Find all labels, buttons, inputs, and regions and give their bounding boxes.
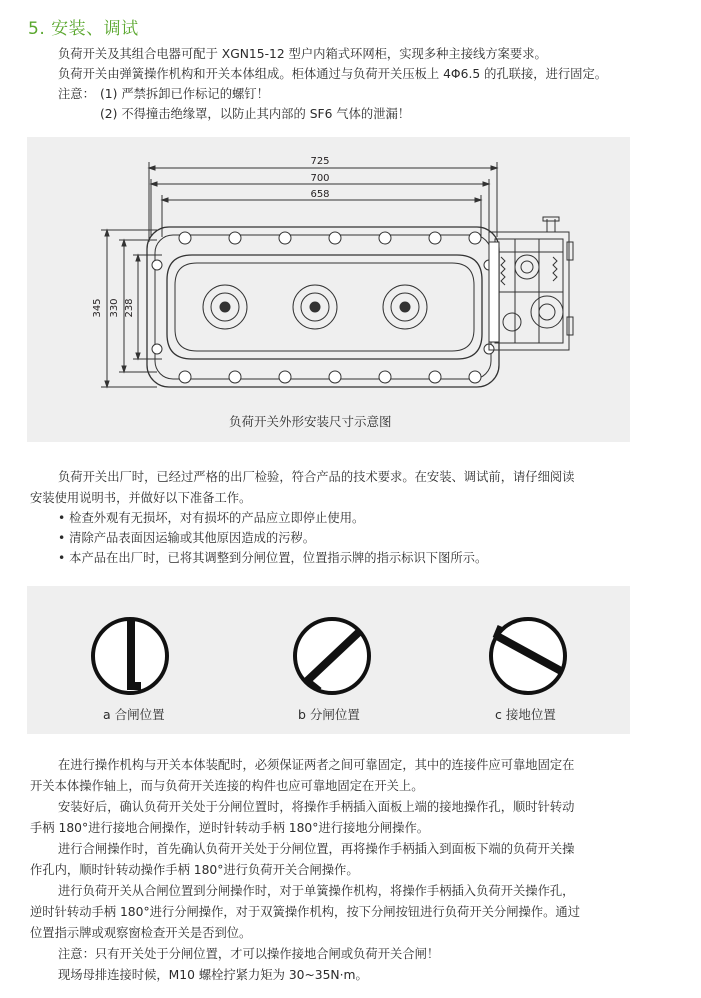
procedure-line-9: 位置指示牌或观察窗检查开关是否到位。 [30, 926, 252, 940]
procedure-line-7: 进行负荷开关从合闸位置到分闸操作时，对于单簧操作机构，将操作手柄插入负荷开关操作孔， [58, 884, 575, 898]
dim-330: 330 [109, 298, 120, 318]
procedure-line-6: 作孔内，顺时针转动操作手柄 180°进行负荷开关合闸操作。 [30, 863, 359, 877]
bullet-2: • 清除产品表面因运输或其他原因造成的污秽。 [58, 531, 316, 545]
bullet-1: • 检查外观有无损坏，对有损坏的产品应立即停止使用。 [58, 511, 365, 525]
closed-position-icon [93, 619, 167, 693]
note-label: 注意： [58, 87, 95, 101]
bullet-3: • 本产品在出厂时，已将其调整到分闸位置，位置指示牌的指示标识下图所示。 [58, 551, 488, 565]
label-open: b 分闸位置 [298, 707, 360, 722]
label-earthed: c 接地位置 [495, 707, 556, 722]
position-indicator-panel [27, 586, 630, 734]
procedure-line-2: 开关本体操作轴上，而与负荷开关连接的构件也应可靠地固定在开关上。 [30, 779, 424, 793]
dim-658: 658 [310, 189, 330, 200]
intro-line-2: 负荷开关由弹簧操作机构和开关本体组成。柜体通过与负荷开关压板上 4Φ6.5 的孔联接，进行固定。 [58, 67, 608, 81]
procedure-note: 注意：只有开关处于分闸位置，才可以操作接地合闸或负荷开关合闸！ [58, 947, 440, 961]
dim-700: 700 [310, 173, 330, 184]
switch-outline-drawing [27, 137, 630, 442]
earthed-position-icon [491, 619, 565, 693]
note-1: (1) 严禁拆卸已作标记的螺钉！ [100, 87, 269, 101]
dim-238: 238 [124, 298, 135, 318]
dim-345: 345 [92, 298, 103, 318]
procedure-torque: 现场母排连接时候，M10 螺栓拧紧力矩为 30~35N·m。 [58, 968, 368, 982]
section-title: 5. 安装、调试 [28, 19, 139, 39]
procedure-line-1: 在进行操作机构与开关本体装配时，必须保证两者之间可靠固定，其中的连接件应可靠地固定在 [58, 758, 575, 772]
label-closed: a 合闸位置 [103, 707, 165, 722]
procedure-line-3: 安装好后，确认负荷开关处于分闸位置时，将操作手柄插入面板上端的接地操作孔，顺时针转动 [58, 800, 575, 814]
intro-line-1: 负荷开关及其组合电器可配于 XGN15-12 型户内箱式环网柜，实现多种主接线方案要求。 [58, 47, 547, 61]
procedure-line-4: 手柄 180°进行接地合闸操作，逆时针转动手柄 180°进行接地分闸操作。 [30, 821, 430, 835]
middle-line-1: 负荷开关出厂时，已经过严格的出厂检验，符合产品的技术要求。在安装、调试前，请仔细阅读 [58, 470, 575, 484]
dim-725: 725 [310, 156, 330, 167]
note-2: (2) 不得撞击绝缘罩，以防止其内部的 SF6 气体的泄漏！ [100, 107, 411, 121]
dimension-figure-panel [27, 137, 630, 442]
procedure-line-5: 进行合闸操作时，首先确认负荷开关处于分闸位置，再将操作手柄插入到面板下端的负荷开关操 [58, 842, 575, 856]
middle-line-2: 安装使用说明书，并做好以下准备工作。 [30, 491, 252, 505]
open-position-icon [295, 619, 369, 693]
figure-1-caption: 负荷开关外形安装尺寸示意图 [229, 414, 392, 429]
procedure-line-8: 逆时针转动手柄 180°进行分闸操作，对于双簧操作机构，按下分闸按钮进行负荷开关分闸操作。通过 [30, 905, 580, 919]
